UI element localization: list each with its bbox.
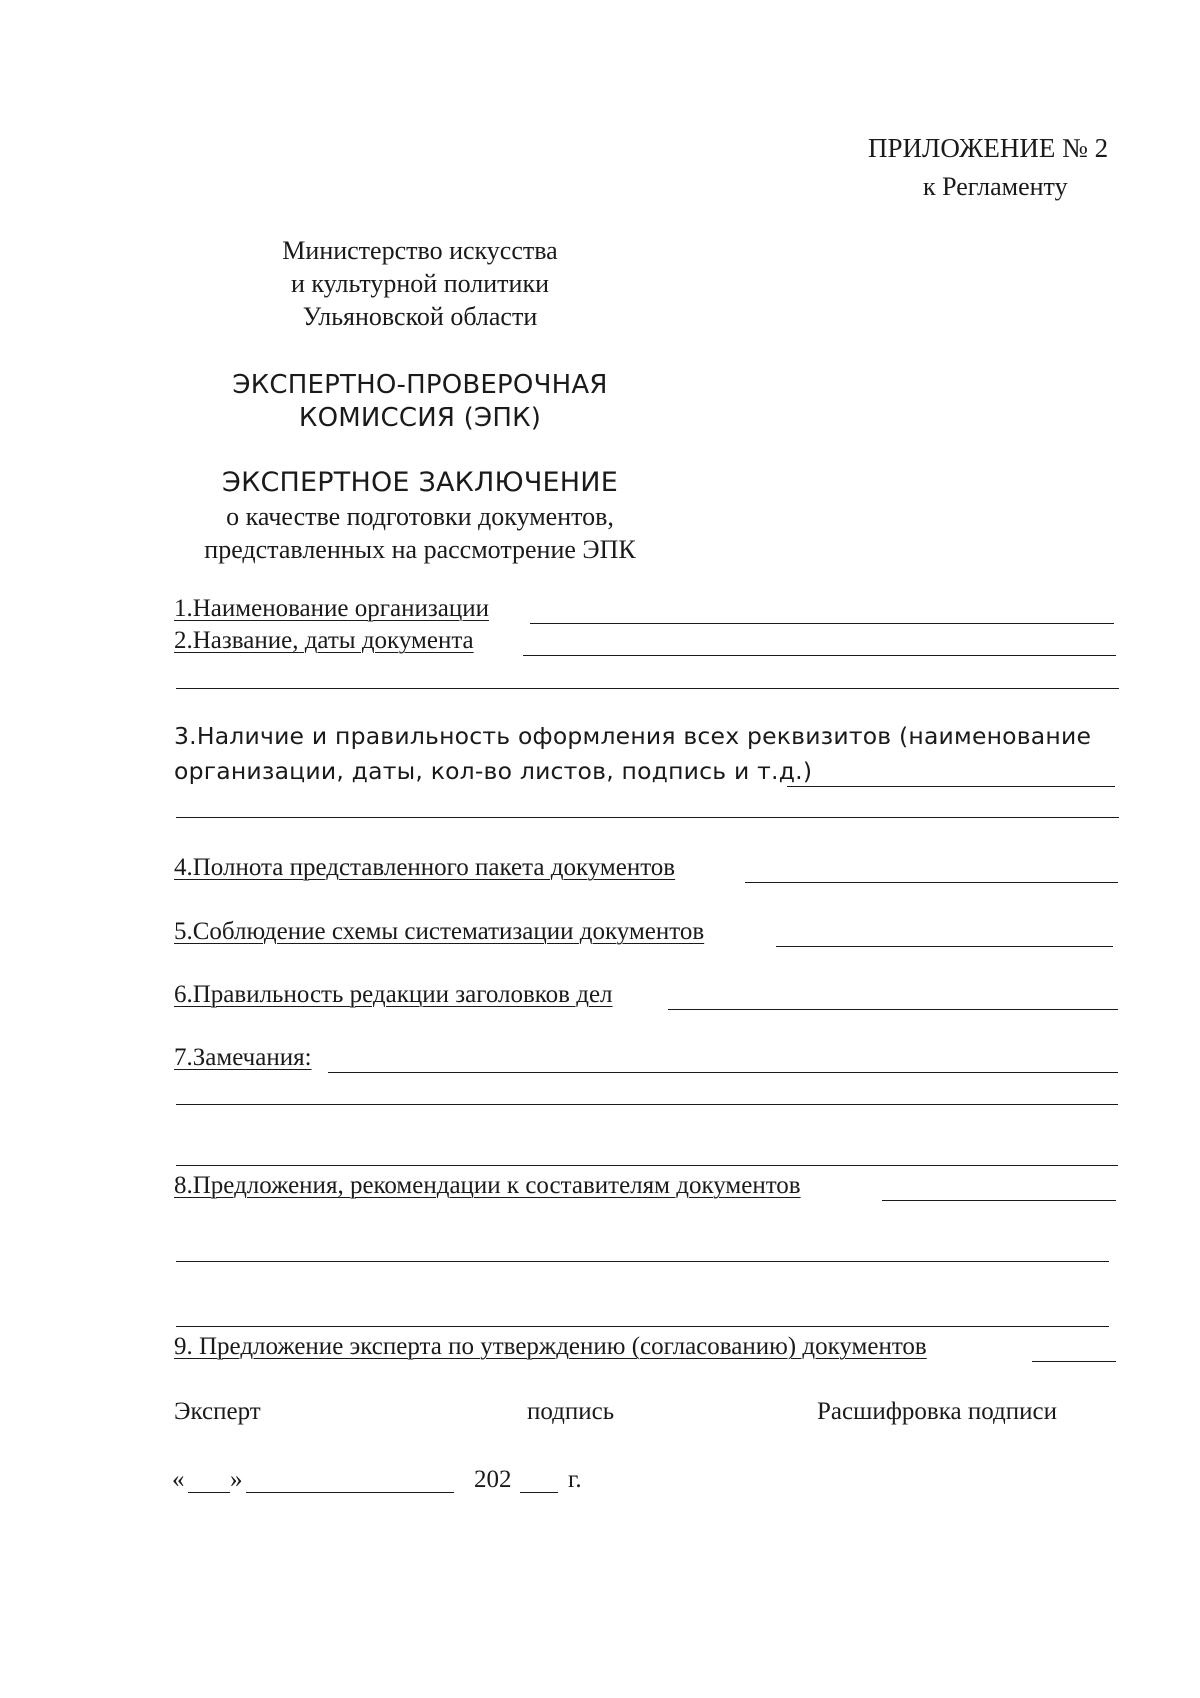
item-9-fill-line[interactable] — [1032, 1361, 1116, 1362]
date-year-line[interactable] — [520, 1492, 558, 1493]
item-3-fill-line[interactable] — [787, 786, 1115, 787]
item-2-label: 2.Название, даты документа — [174, 627, 474, 654]
item-6-fill-line[interactable] — [668, 1009, 1118, 1010]
item-2-extra-line[interactable] — [176, 688, 1119, 689]
conclusion-subtitle-1: о качестве подготовки документов, — [226, 502, 614, 531]
ministry-line-2: и культурной политики — [290, 269, 549, 298]
item-1-fill-line[interactable] — [530, 623, 1114, 624]
item-8-label: 8.Предложения, рекомендации к составителям документов — [174, 1172, 801, 1199]
commission-line-2: КОМИССИЯ (ЭПК) — [298, 403, 542, 433]
item-8-extra-line-1[interactable] — [176, 1261, 1109, 1262]
signature-label: подпись — [527, 1398, 615, 1425]
date-month-line[interactable] — [246, 1492, 454, 1493]
item-5-label: 5.Соблюдение схемы систематизации документов — [174, 918, 705, 945]
ministry-line-3: Ульяновской области — [302, 302, 538, 331]
item-4-fill-line[interactable] — [745, 882, 1118, 883]
item-3-label-line-1: 3.Наличие и правильность оформления всех реквизитов (наименование — [174, 722, 1092, 750]
date-year-prefix: 202 — [474, 1466, 512, 1493]
date-close-quote: » — [230, 1466, 243, 1493]
regulation-reference: к Регламенту — [923, 172, 1068, 201]
ministry-line-1: Министерство искусства — [282, 236, 558, 265]
item-3-extra-line[interactable] — [176, 817, 1119, 818]
commission-line-1: ЭКСПЕРТНО-ПРОВЕРОЧНАЯ — [232, 370, 608, 400]
item-7-extra-line-1[interactable] — [176, 1104, 1118, 1105]
expert-label: Эксперт — [174, 1398, 261, 1425]
date-day-line[interactable] — [188, 1492, 230, 1493]
date-open-quote: « — [172, 1466, 185, 1493]
item-7-label: 7.Замечания: — [174, 1044, 312, 1071]
item-1-label: 1.Наименование организации — [174, 595, 489, 622]
conclusion-subtitle-2: представленных на рассмотрение ЭПК — [204, 535, 636, 564]
item-7-extra-line-2[interactable] — [176, 1165, 1118, 1166]
item-5-fill-line[interactable] — [776, 946, 1113, 947]
appendix-title: ПРИЛОЖЕНИЕ № 2 — [868, 133, 1109, 163]
item-8-fill-line[interactable] — [882, 1200, 1116, 1201]
item-6-label: 6.Правильность редакции заголовков дел — [174, 981, 613, 1008]
item-3-label-line-2: организации, даты, кол-во листов, подпись и т.д.) — [174, 757, 813, 785]
item-7-fill-line[interactable] — [328, 1072, 1118, 1073]
conclusion-title: ЭКСПЕРТНОЕ ЗАКЛЮЧЕНИЕ — [222, 467, 618, 498]
item-8-extra-line-2[interactable] — [176, 1326, 1109, 1327]
item-2-fill-line[interactable] — [523, 655, 1116, 656]
item-4-label: 4.Полнота представленного пакета документов — [174, 854, 676, 881]
signature-decode-label: Расшифровка подписи — [817, 1398, 1057, 1425]
date-year-suffix: г. — [568, 1466, 582, 1493]
item-9-label: 9. Предложение эксперта по утверждению (согласованию) документов — [174, 1333, 927, 1360]
